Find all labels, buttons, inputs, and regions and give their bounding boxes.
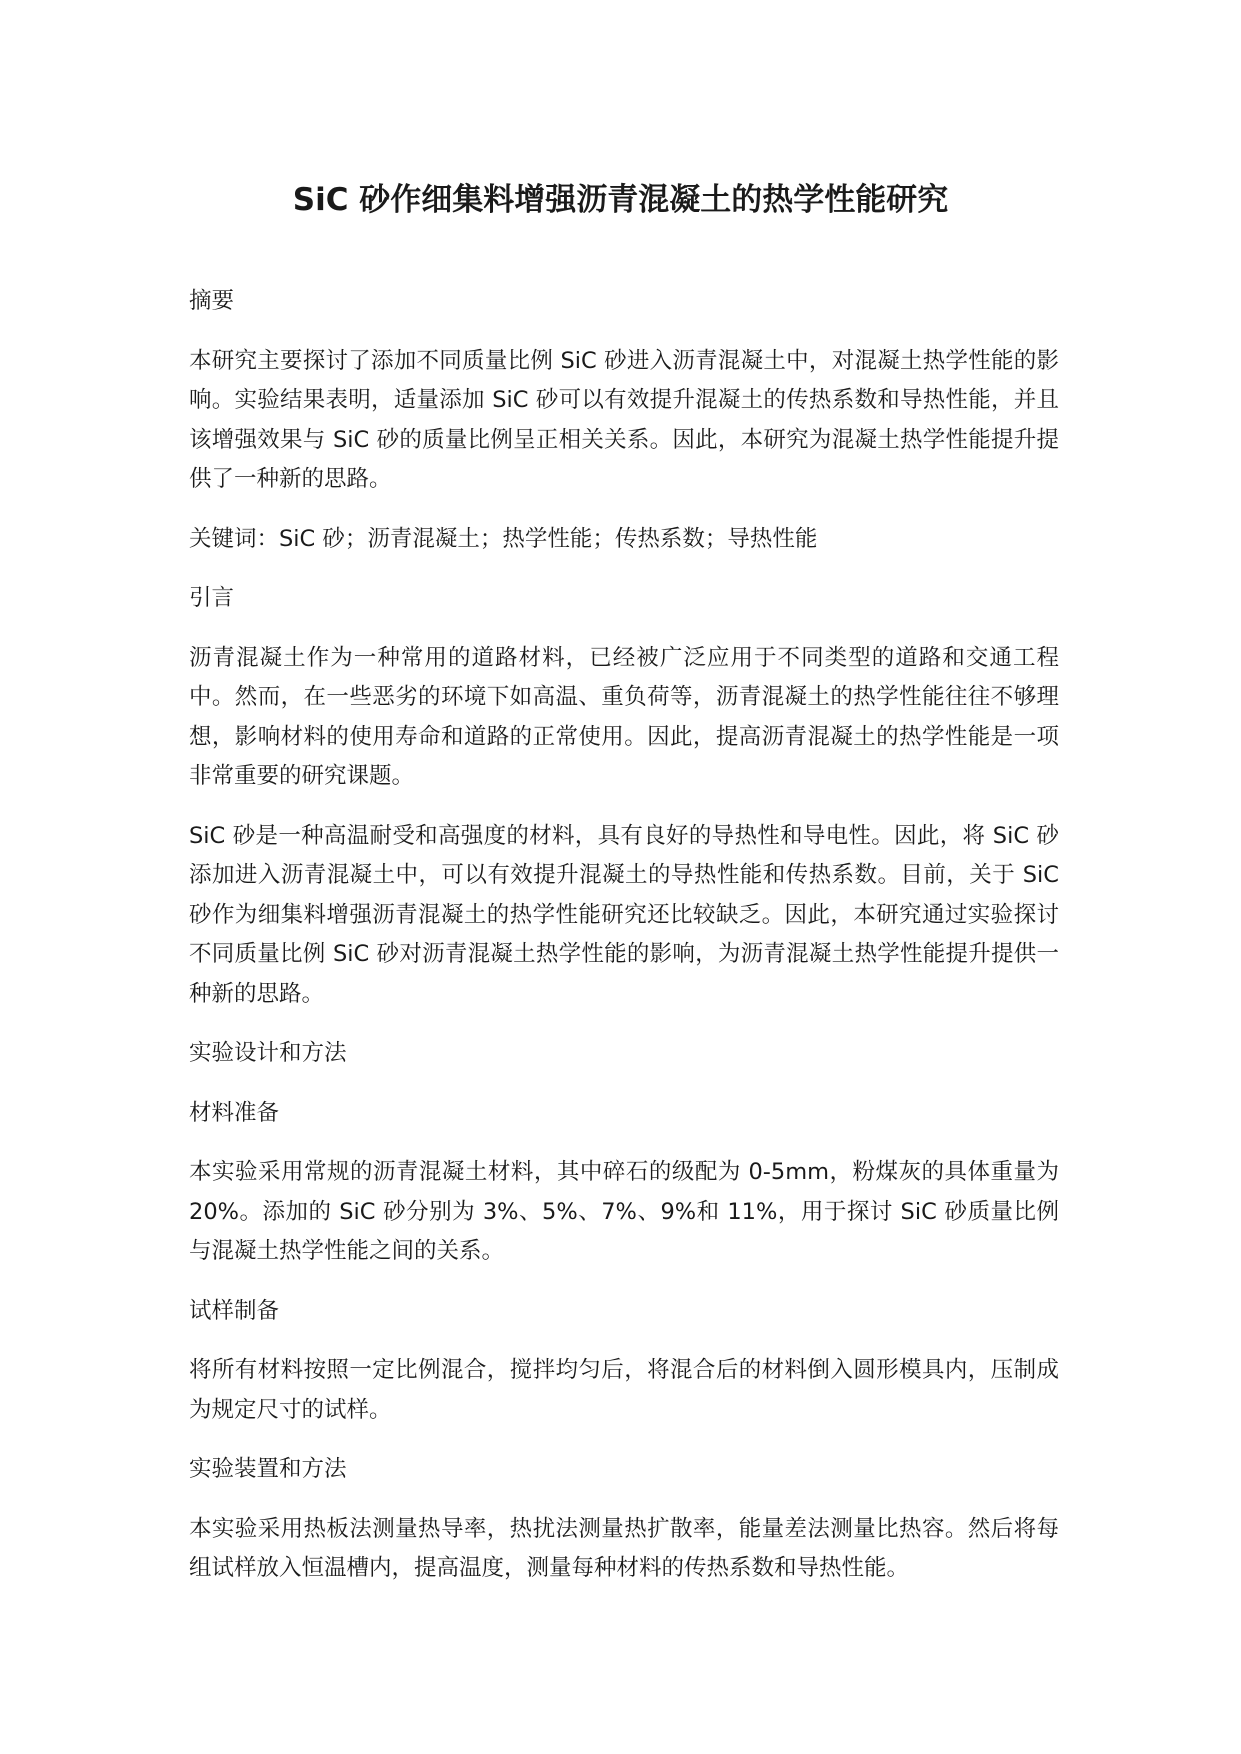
document-title: SiC 砂作细集料增强沥青混凝土的热学性能研究 [292,182,949,218]
intro-paragraph-1: 沥青混凝土作为一种常用的道路材料，已经被广泛应用于不同类型的道路和交通工程中。然而，在一些恶劣的环境下如高温、重负荷等，沥青混凝土的热学性能往往不够理想，影响材料的使用寿命和道路的正常使用。因此，提高沥青混凝土的热学性能是一项非常重要的研究课题。 [189,644,1059,789]
materials-paragraph: 本实验采用常规的沥青混凝土材料，其中碎石的级配为 0-5mm，粉煤灰的具体重量为 20%。添加的 SiC 砂分别为 3%、5%、7%、9%和 11%，用于探讨 SiC 砂质量比例与混凝土热学性能之间的关系。 [189,1159,1059,1264]
keywords-line: 关键词：SiC 砂；沥青混凝土；热学性能；传热系数；导热性能 [189,525,818,552]
materials-heading: 材料准备 [189,1099,280,1126]
apparatus-paragraph: 本实验采用热板法测量热导率，热扰法测量热扩散率，能量差法测量比热容。然后将每组试样放入恒温槽内，提高温度，测量每种材料的传热系数和导热性能。 [189,1515,1059,1581]
specimen-paragraph: 将所有材料按照一定比例混合，搅拌均匀后，将混合后的材料倒入圆形模具内，压制成为规定尺寸的试样。 [189,1357,1059,1423]
apparatus-heading: 实验装置和方法 [189,1456,347,1482]
abstract-heading: 摘要 [189,288,235,314]
specimen-heading: 试样制备 [189,1297,280,1324]
document-body [189,282,1059,1609]
intro-paragraph-2: SiC 砂是一种高温耐受和高强度的材料，具有良好的导热性和导电性。因此，将 SiC 砂添加进入沥青混凝土中，可以有效提升混凝土的导热性能和传热系数。目前，关于 SiC 砂作为细集料增强沥青混凝土的热学性能研究还比较缺乏。因此，本研究通过实验探讨不同质量比例 SiC 砂对沥青混凝土热学性能的影响，为沥青混凝土热学性能提升提供一种新的思路。 [189,822,1059,1007]
design-heading: 实验设计和方法 [189,1040,347,1066]
intro-heading: 引言 [189,585,235,611]
abstract-paragraph: 本研究主要探讨了添加不同质量比例 SiC 砂进入沥青混凝土中，对混凝土热学性能的影响。实验结果表明，适量添加 SiC 砂可以有效提升混凝土的传热系数和导热性能，并且该增强效果与 SiC 砂的质量比例呈正相关关系。因此，本研究为混凝土热学性能提升提供了一种新的思路。 [189,347,1059,492]
